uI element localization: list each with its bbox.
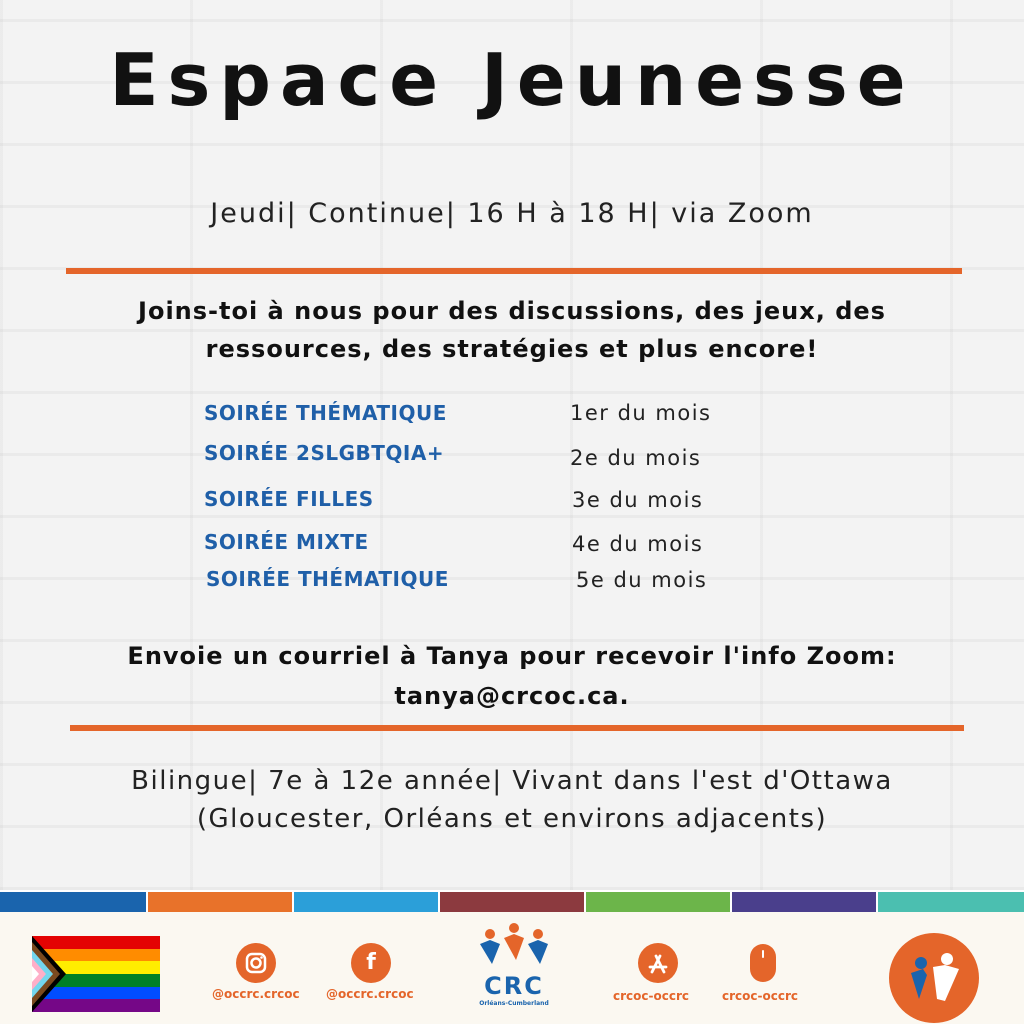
contact-block: [40, 636, 984, 716]
crc-logo-text: CRC: [484, 972, 544, 1000]
soiree-label: SOIRÉE MIXTE: [204, 530, 369, 554]
app-label[interactable]: crcoc-occrc: [613, 989, 689, 1003]
mouse-icon[interactable]: [750, 944, 776, 982]
eligibility-line: (Gloucester, Orléans et environs adjacents): [196, 804, 828, 834]
color-strip-segment: [440, 892, 584, 912]
instagram-icon[interactable]: [236, 943, 276, 983]
soiree-label: SOIRÉE 2SLGBTQIA+: [204, 441, 445, 465]
crc-logo-icon: [474, 920, 554, 1020]
color-strip-segment: [148, 892, 292, 912]
divider-bottom: [70, 725, 964, 731]
app-store-icon[interactable]: [638, 943, 678, 983]
contact-text: Envoie un courriel à Tanya pour recevoir l'info Zoom:: [127, 642, 897, 670]
facebook-icon[interactable]: f: [351, 943, 391, 983]
color-strip-segment: [732, 892, 876, 912]
contact-email-link[interactable]: tanya@crcoc.ca.: [394, 682, 630, 710]
eligibility-block: [20, 762, 1004, 838]
crc-logo-subtext: Orléans-Cumberland: [479, 1000, 549, 1007]
soiree-label: SOIRÉE FILLES: [204, 487, 374, 511]
facebook-handle[interactable]: @occrc.crcoc: [326, 987, 414, 1001]
soiree-value: 1er du mois: [570, 401, 712, 425]
color-strip-segment: [878, 892, 1024, 912]
color-strip-segment: [294, 892, 438, 912]
divider-top: [66, 268, 962, 274]
pride-flag-icon: [32, 936, 160, 1012]
intro-text: Joins-toi à nous pour des discussions, des jeux, des ressources, des stratégies et plus encore!: [138, 297, 886, 363]
soiree-label: SOIRÉE THÉMATIQUE: [206, 567, 449, 591]
soiree-value: 5e du mois: [576, 568, 708, 592]
eligibility-line: Bilingue| 7e à 12e année| Vivant dans l'est d'Ottawa: [131, 766, 893, 796]
soiree-value: 3e du mois: [572, 488, 704, 512]
soiree-label: SOIRÉE THÉMATIQUE: [204, 401, 447, 425]
color-strip-segment: [586, 892, 730, 912]
soiree-value: 4e du mois: [572, 532, 704, 556]
schedule-line: Jeudi| Continue| 16 H à 18 H| via Zoom: [210, 198, 814, 229]
page-title: Espace Jeunesse: [109, 38, 915, 122]
soiree-value: 2e du mois: [570, 446, 702, 470]
instagram-handle[interactable]: @occrc.crcoc: [212, 987, 300, 1001]
web-label[interactable]: crcoc-occrc: [722, 989, 798, 1003]
crc-circle-logo-icon: [889, 933, 979, 1023]
color-strip-segment: [0, 892, 146, 912]
